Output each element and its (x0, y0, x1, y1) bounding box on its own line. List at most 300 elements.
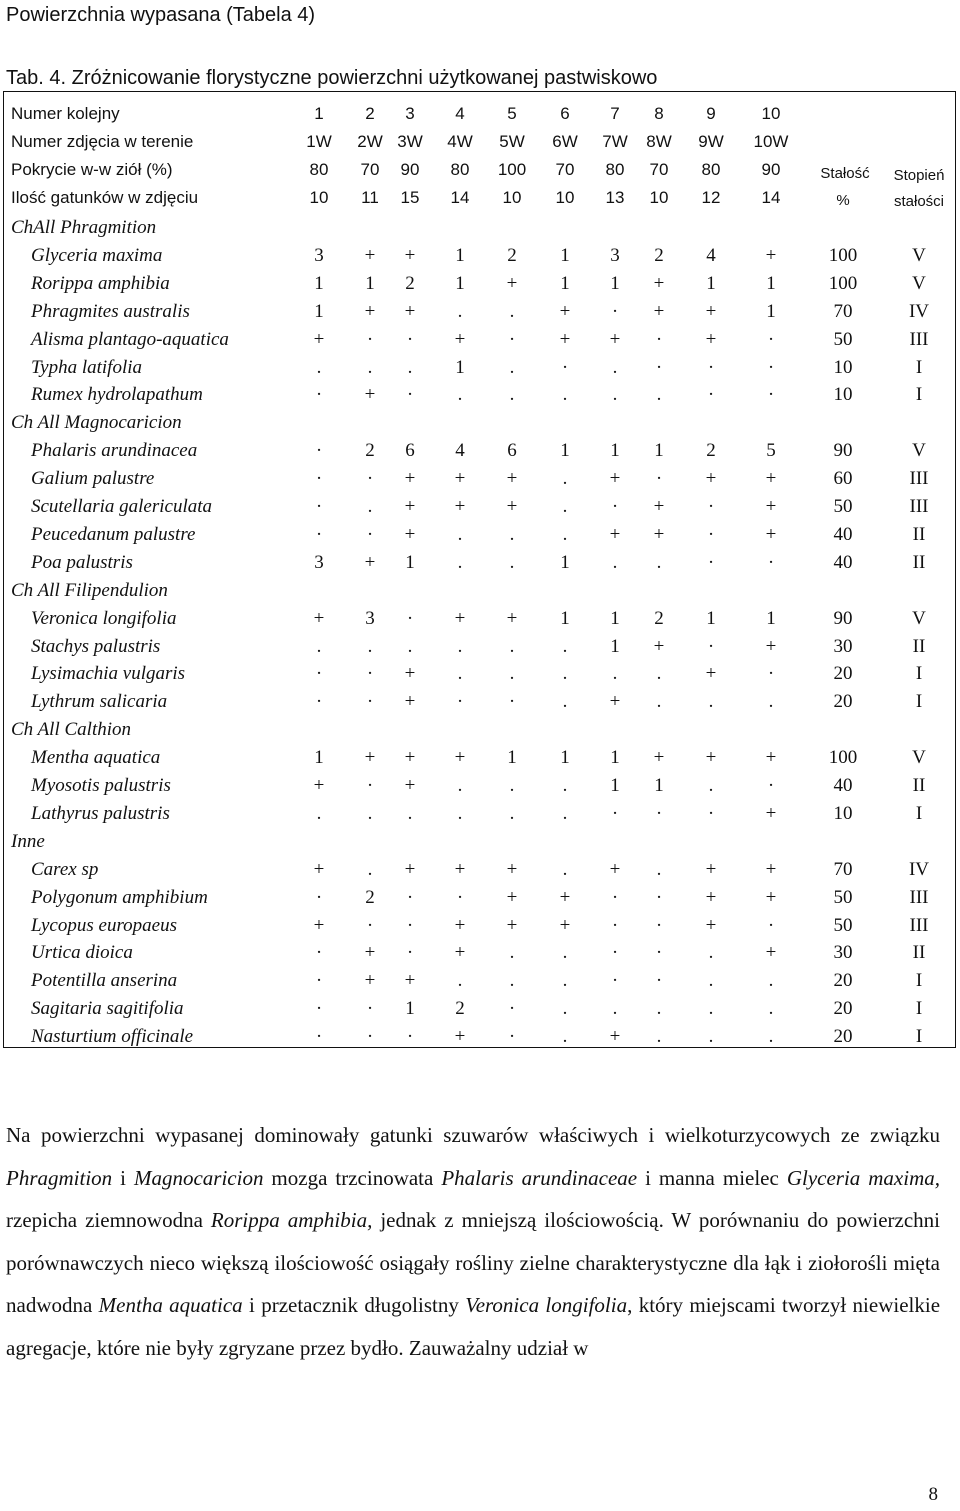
species-name: Rorippa amphibia (31, 272, 170, 294)
stopien-header: Stopień (893, 167, 945, 184)
abundance-value: 2 (405, 272, 415, 294)
stalosc-value: 50 (833, 886, 853, 908)
abundance-value: + (404, 496, 416, 517)
header-row-label: Pokrycie w-w ziół (%) (11, 160, 173, 179)
abundance-value: · (366, 998, 374, 1020)
text-run: i (112, 1165, 134, 1190)
stopien-value: II (912, 551, 926, 573)
abundance-value: . (457, 300, 463, 322)
abundance-value: · (508, 998, 516, 1020)
abundance-value: · (456, 886, 464, 908)
header-value: 12 (701, 188, 721, 207)
species-name: Glyceria maxima (31, 244, 163, 266)
header-value: 8 (654, 104, 664, 123)
abundance-value: · (655, 328, 663, 350)
abundance-value: + (609, 468, 621, 490)
stalosc-value: 20 (833, 998, 853, 1020)
abundance-value: . (562, 635, 568, 657)
abundance-value: + (765, 496, 777, 517)
abundance-value: . (367, 635, 373, 657)
abundance-value: · (767, 328, 775, 350)
abundance-value: 3 (610, 244, 620, 266)
header-value: 10 (649, 188, 669, 207)
abundance-value: · (315, 1026, 323, 1048)
stopien-value: II (912, 523, 926, 545)
abundance-value: . (316, 802, 322, 824)
abundance-value: · (611, 970, 619, 992)
abundance-value: 1 (766, 272, 776, 294)
body-paragraph (6, 1114, 940, 1369)
header-value: 10 (761, 104, 781, 123)
abundance-value: · (611, 496, 619, 517)
species-name: Urtica dioica (31, 942, 133, 964)
stalosc-value: 10 (833, 384, 853, 406)
species-name: Alisma plantago-aquatica (31, 328, 229, 350)
abundance-value: + (705, 914, 717, 936)
abundance-value: . (509, 802, 515, 824)
abundance-value: . (562, 998, 568, 1020)
abundance-value: . (612, 356, 618, 378)
abundance-value: . (457, 775, 463, 796)
abundance-value: + (364, 942, 376, 964)
stalosc-value: 40 (833, 775, 853, 796)
abundance-value: · (655, 468, 663, 490)
abundance-value: . (708, 1026, 714, 1048)
species-name: Lycopus europaeus (31, 914, 177, 936)
group-heading: Ch All Calthion (11, 719, 132, 741)
stopien-value: I (915, 802, 923, 824)
abundance-value: . (509, 663, 515, 685)
stopien-value: II (912, 775, 926, 796)
abundance-value: + (454, 496, 466, 517)
abundance-value: · (508, 328, 516, 350)
abundance-value: 1 (314, 747, 324, 769)
abundance-value: + (609, 1026, 621, 1048)
abundance-value: 2 (365, 886, 375, 908)
abundance-value: + (765, 468, 777, 490)
stalosc-value: 100 (828, 244, 858, 266)
header-value: 6 (560, 104, 570, 123)
abundance-value: · (406, 607, 414, 629)
header-value: 10 (502, 188, 522, 207)
abundance-value: . (562, 802, 568, 824)
abundance-value: + (404, 663, 416, 685)
abundance-value: · (315, 886, 323, 908)
abundance-value: 1 (654, 440, 664, 462)
header-value: 70 (360, 160, 380, 179)
stalosc-value: 90 (833, 440, 853, 462)
species-name: Carex sp (31, 858, 99, 880)
abundance-value: 1 (610, 607, 620, 629)
stalosc-value: 20 (833, 1026, 853, 1048)
abundance-value: 1 (560, 272, 570, 294)
header-value: 8W (646, 132, 672, 151)
abundance-value: + (364, 384, 376, 406)
abundance-value: + (364, 970, 376, 992)
abundance-value: + (313, 328, 325, 350)
abundance-value: · (655, 802, 663, 824)
stalosc-unit: % (836, 192, 850, 209)
header-value: 90 (400, 160, 420, 179)
abundance-value: · (366, 691, 374, 713)
header-value: 4W (447, 132, 473, 151)
abundance-value: + (454, 468, 466, 490)
abundance-value: · (767, 663, 775, 685)
abundance-value: 2 (365, 440, 375, 462)
header-value: 80 (605, 160, 625, 179)
abundance-value: + (705, 300, 717, 322)
stalosc-value: 10 (833, 356, 853, 378)
abundance-value: + (404, 747, 416, 769)
abundance-value: . (562, 468, 568, 490)
abundance-value: 3 (314, 244, 324, 266)
species-name: Lathyrus palustris (31, 802, 170, 824)
stopien-value: V (912, 747, 926, 769)
abundance-value: 1 (654, 775, 664, 796)
species-name: Veronica longifolia (31, 607, 177, 629)
abundance-value: · (611, 942, 619, 964)
abundance-value: + (765, 523, 777, 545)
abundance-value: + (506, 607, 518, 629)
text-run: i manna mielec (637, 1165, 787, 1190)
stopien-value: I (915, 356, 923, 378)
abundance-value: . (509, 523, 515, 545)
abundance-value: 2 (654, 244, 664, 266)
abundance-value: . (457, 663, 463, 685)
stopien-value: III (909, 468, 929, 490)
abundance-value: 2 (654, 607, 664, 629)
abundance-value: · (406, 1026, 414, 1048)
abundance-value: + (653, 635, 665, 657)
abundance-value: . (367, 802, 373, 824)
stalosc-value: 30 (833, 942, 853, 964)
abundance-value: 2 (706, 440, 716, 462)
abundance-value: · (406, 328, 414, 350)
abundance-value: · (561, 356, 569, 378)
abundance-value: . (457, 970, 463, 992)
abundance-value: · (611, 914, 619, 936)
stopien-value: V (912, 244, 926, 266)
abundance-value: . (509, 970, 515, 992)
abundance-value: . (407, 356, 413, 378)
abundance-value: 1 (455, 356, 465, 378)
stopien-value: I (915, 998, 923, 1020)
species-name: Rumex hydrolapathum (31, 384, 203, 406)
header-value: 2 (365, 104, 375, 123)
italic-term: Mentha aquatica (98, 1293, 243, 1317)
abundance-value: + (364, 244, 376, 266)
abundance-value: + (705, 886, 717, 908)
abundance-value: · (767, 384, 775, 406)
header-value: 13 (605, 188, 625, 207)
abundance-value: + (559, 886, 571, 908)
abundance-value: . (612, 384, 618, 406)
header-value: 100 (497, 160, 527, 179)
stalosc-value: 50 (833, 496, 853, 517)
text-run: i przetacznik długolistny (242, 1293, 466, 1317)
abundance-value: + (705, 858, 717, 880)
abundance-value: 4 (706, 244, 716, 266)
abundance-value: . (708, 775, 714, 796)
species-name: Galium palustre (31, 468, 155, 490)
header-value: 14 (450, 188, 470, 207)
abundance-value: 3 (314, 551, 324, 573)
abundance-value: 1 (610, 272, 620, 294)
stopien-value: II (912, 942, 926, 964)
stopien-value: V (912, 607, 926, 629)
abundance-value: 6 (405, 440, 415, 462)
abundance-value: + (404, 775, 416, 796)
header-value: 70 (555, 160, 575, 179)
abundance-value: + (765, 942, 777, 964)
species-name: Typha latifolia (31, 356, 143, 378)
abundance-value: · (611, 886, 619, 908)
abundance-value: . (562, 496, 568, 517)
abundance-value: 2 (455, 998, 465, 1020)
abundance-value: + (765, 802, 777, 824)
abundance-value: 1 (610, 775, 620, 796)
abundance-value: . (509, 551, 515, 573)
header-value: 80 (450, 160, 470, 179)
abundance-value: . (562, 1026, 568, 1048)
species-name: Poa palustris (31, 551, 133, 573)
abundance-value: + (364, 300, 376, 322)
abundance-value: 1 (706, 607, 716, 629)
abundance-value: + (404, 468, 416, 490)
abundance-value: 1 (405, 998, 415, 1020)
abundance-value: 5 (766, 440, 776, 462)
abundance-value: . (509, 635, 515, 657)
header-value: 9 (706, 104, 716, 123)
abundance-value: + (653, 496, 665, 517)
group-heading: Inne (11, 830, 45, 852)
abundance-value: · (456, 691, 464, 713)
header-value: 7 (610, 104, 620, 123)
abundance-value: . (768, 970, 774, 992)
abundance-value: 1 (560, 607, 570, 629)
header-value: 11 (361, 188, 379, 207)
abundance-value: + (404, 691, 416, 713)
group-heading: Ch All Magnocaricion (11, 412, 182, 434)
abundance-value: . (562, 858, 568, 880)
abundance-value: · (767, 551, 775, 573)
stalosc-value: 40 (833, 551, 853, 573)
species-name: Myosotis palustris (31, 775, 171, 796)
abundance-value: + (313, 858, 325, 880)
stalosc-value: 60 (833, 468, 853, 490)
stalosc-value: 50 (833, 914, 853, 936)
abundance-value: · (655, 970, 663, 992)
stalosc-value: 100 (828, 272, 858, 294)
stopien-value: V (912, 272, 926, 294)
abundance-value: + (454, 328, 466, 350)
abundance-value: . (656, 663, 662, 685)
abundance-value: . (509, 300, 515, 322)
abundance-value: · (767, 356, 775, 378)
species-name: Lythrum salicaria (31, 691, 168, 713)
abundance-value: + (454, 914, 466, 936)
abundance-value: . (656, 691, 662, 713)
species-name: Stachys palustris (31, 635, 161, 657)
abundance-value: · (315, 440, 323, 462)
abundance-value: . (768, 998, 774, 1020)
abundance-value: . (708, 942, 714, 964)
abundance-value: · (707, 551, 715, 573)
stalosc-value: 20 (833, 691, 853, 713)
species-name: Peucedanum palustre (31, 523, 196, 545)
page-heading: Powierzchnia wypasana (Tabela 4) (6, 4, 316, 26)
abundance-value: · (707, 496, 715, 517)
abundance-value: · (315, 691, 323, 713)
abundance-value: 1 (455, 244, 465, 266)
italic-term: Magnocaricion (133, 1165, 264, 1190)
abundance-value: . (457, 802, 463, 824)
abundance-value: . (457, 635, 463, 657)
abundance-value: · (366, 663, 374, 685)
abundance-value: + (506, 272, 518, 294)
stopien-value: V (912, 440, 926, 462)
header-value: 3 (405, 104, 415, 123)
stopien-value: I (915, 663, 923, 685)
stopien-value: III (909, 328, 929, 350)
abundance-value: . (509, 356, 515, 378)
abundance-value: + (653, 747, 665, 769)
abundance-value: + (609, 858, 621, 880)
abundance-value: · (315, 523, 323, 545)
stopien-value: I (915, 384, 923, 406)
abundance-value: + (705, 663, 717, 685)
abundance-value: · (315, 384, 323, 406)
abundance-value: . (562, 970, 568, 992)
abundance-value: . (407, 635, 413, 657)
stalosc-value: 50 (833, 328, 853, 350)
abundance-value: · (707, 635, 715, 657)
abundance-value: · (406, 384, 414, 406)
abundance-value: · (315, 998, 323, 1020)
abundance-value: + (705, 468, 717, 490)
abundance-value: . (708, 998, 714, 1020)
abundance-value: + (506, 914, 518, 936)
abundance-value: 1 (560, 244, 570, 266)
abundance-value: 1 (560, 440, 570, 462)
header-value: 10 (309, 188, 329, 207)
species-name: Phragmites australis (31, 300, 190, 322)
abundance-value: + (313, 775, 325, 796)
group-heading: ChAll Phragmition (11, 217, 157, 238)
stopien-value: II (912, 635, 926, 657)
abundance-value: + (454, 607, 466, 629)
abundance-value: + (609, 523, 621, 545)
species-name: Scutellaria galericulata (31, 496, 213, 517)
abundance-value: . (656, 1026, 662, 1048)
abundance-value: . (562, 523, 568, 545)
abundance-value: . (656, 551, 662, 573)
abundance-value: 6 (507, 440, 517, 462)
floristic-table (3, 91, 956, 1048)
abundance-value: · (406, 886, 414, 908)
abundance-value: + (653, 300, 665, 322)
abundance-value: . (367, 858, 373, 880)
abundance-value: · (366, 468, 374, 490)
header-value: 80 (701, 160, 721, 179)
abundance-value: . (562, 384, 568, 406)
header-value: 1 (314, 104, 324, 123)
abundance-value: + (765, 886, 777, 908)
stalosc-value: 100 (828, 747, 858, 769)
group-heading: Ch All Filipendulion (11, 579, 168, 601)
abundance-value: + (653, 523, 665, 545)
abundance-value: . (768, 691, 774, 713)
abundance-value: . (562, 691, 568, 713)
abundance-value: · (315, 970, 323, 992)
abundance-value: 1 (560, 551, 570, 573)
stalosc-value: 70 (833, 858, 853, 880)
stopien-value: I (915, 970, 923, 992)
abundance-value: · (315, 942, 323, 964)
text-run: rzepicha ziemnowodna (6, 1208, 211, 1232)
abundance-value: · (767, 775, 775, 796)
abundance-value: + (404, 970, 416, 992)
abundance-value: + (609, 328, 621, 350)
abundance-value: . (367, 356, 373, 378)
header-row-label: Numer kolejny (11, 104, 120, 123)
species-name: Nasturtium officinale (31, 1026, 194, 1048)
stalosc-value: 20 (833, 970, 853, 992)
header-value: 5 (507, 104, 517, 123)
abundance-value: . (509, 942, 515, 964)
abundance-value: 1 (610, 747, 620, 769)
abundance-value: · (707, 523, 715, 545)
abundance-value: · (707, 384, 715, 406)
header-row-label: Ilość gatunków w zdjęciu (11, 188, 199, 207)
header-value: 6W (552, 132, 578, 151)
abundance-value: 1 (766, 300, 776, 322)
stalosc-value: 70 (833, 300, 853, 322)
header-value: 70 (649, 160, 669, 179)
page-number: 8 (928, 1484, 938, 1505)
stalosc-header: Stałość (820, 165, 870, 182)
stopien-value: III (909, 886, 929, 908)
abundance-value: . (656, 998, 662, 1020)
abundance-value: · (655, 914, 663, 936)
abundance-value: + (364, 747, 376, 769)
abundance-value: 1 (314, 272, 324, 294)
abundance-value: · (366, 523, 374, 545)
header-value: 10W (753, 132, 789, 151)
abundance-value: · (315, 496, 323, 517)
header-value: 7W (602, 132, 628, 151)
italic-term: Phragmition (6, 1165, 113, 1190)
abundance-value: 1 (455, 272, 465, 294)
header-value: 9W (698, 132, 724, 151)
abundance-value: . (407, 802, 413, 824)
abundance-value: . (457, 551, 463, 573)
abundance-value: 2 (507, 244, 517, 266)
stalosc-value: 90 (833, 607, 853, 629)
abundance-value: · (707, 802, 715, 824)
abundance-value: . (457, 523, 463, 545)
header-value: 10 (555, 188, 575, 207)
abundance-value: . (509, 384, 515, 406)
header-value: 80 (309, 160, 329, 179)
species-name: Phalaris arundinacea (31, 440, 198, 462)
header-value: 2W (357, 132, 383, 151)
stalosc-value: 20 (833, 663, 853, 685)
abundance-value: . (612, 998, 618, 1020)
abundance-value: + (765, 747, 777, 769)
abundance-value: . (612, 663, 618, 685)
text-run: jednak z mniejszą ilościowością. W porównaniu do powierzchni porównawczych nieco większą ilościowość osiągały rośliny zielne charakterystyczne dla łąk i ziołorośli mięta nadwodna (6, 1208, 940, 1317)
